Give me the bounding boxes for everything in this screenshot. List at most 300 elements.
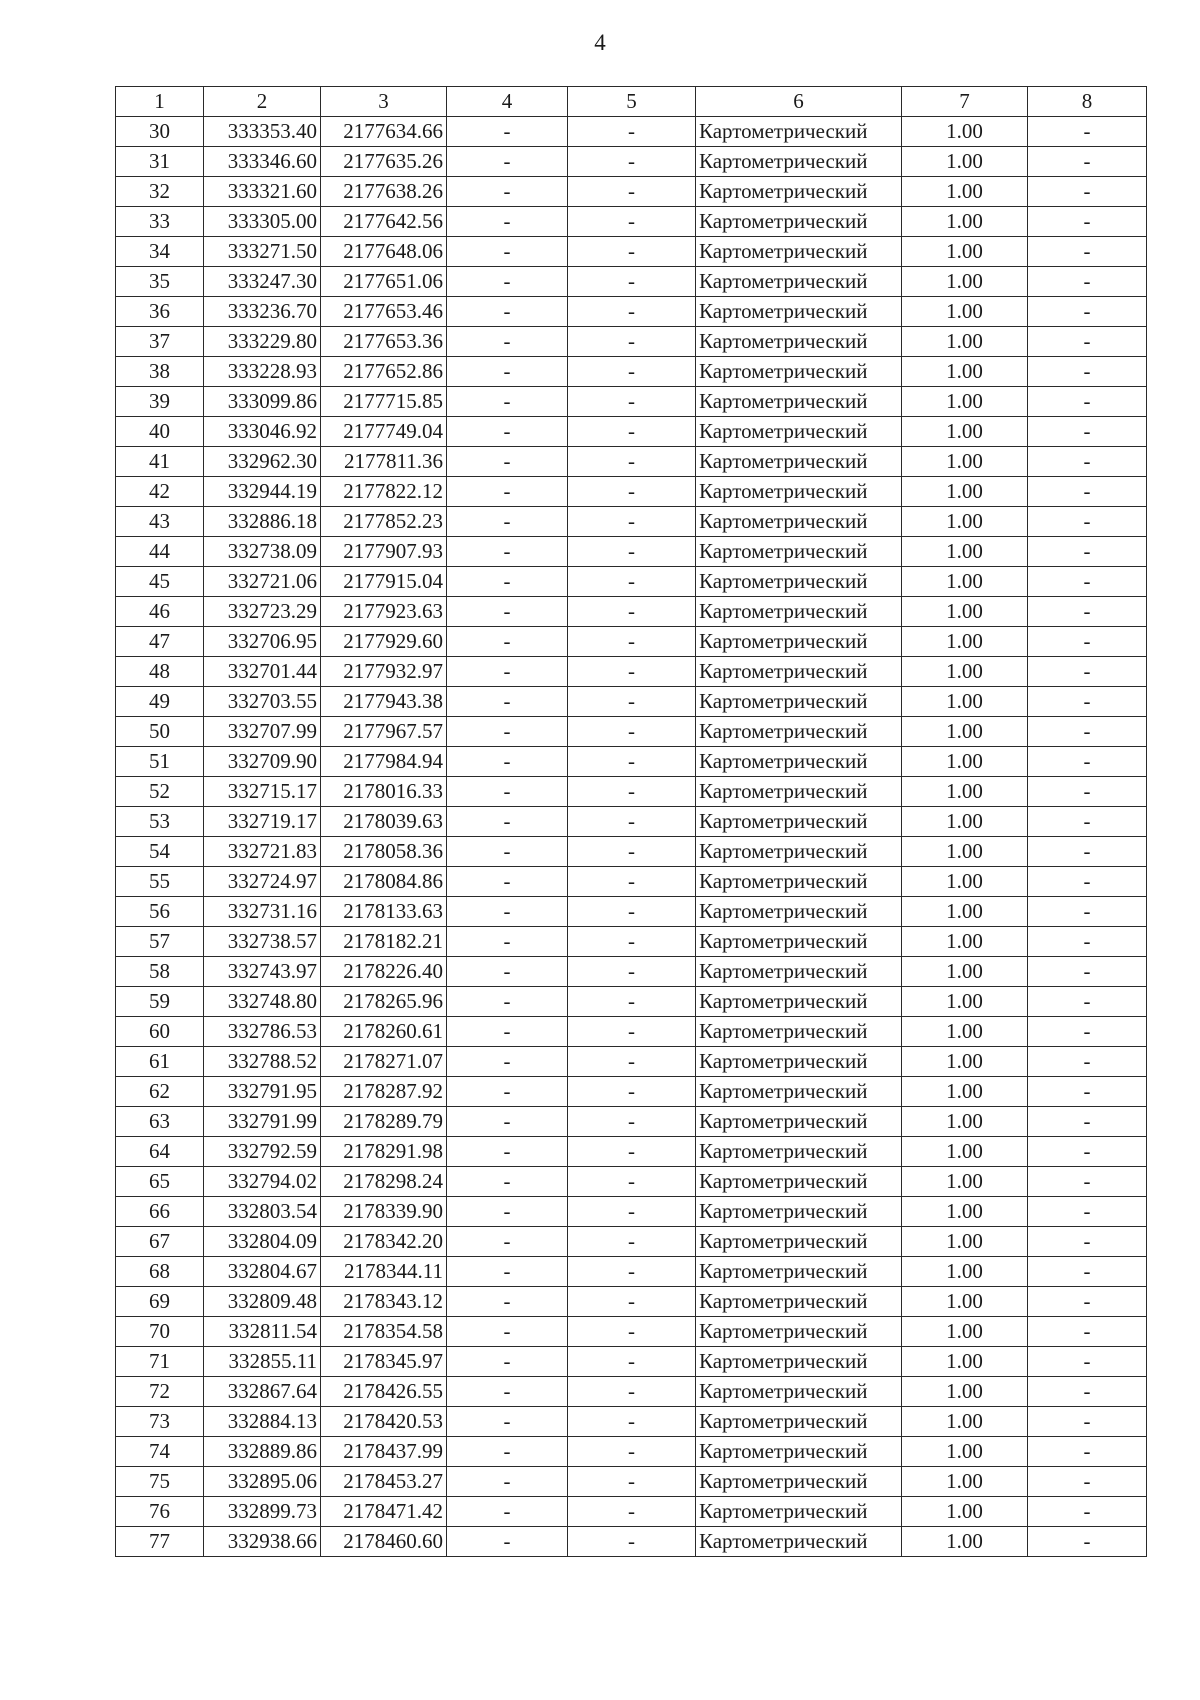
column-4-cell: - [447,597,568,627]
column-header: 5 [568,87,696,117]
column-5-cell: - [568,657,696,687]
column-8-cell: - [1028,597,1147,627]
x-coordinate-cell: 332715.17 [204,777,321,807]
x-coordinate-cell: 332701.44 [204,657,321,687]
column-4-cell: - [447,657,568,687]
y-coordinate-cell: 2177923.63 [321,597,447,627]
table-body [116,87,1147,1557]
point-number-cell: 77 [116,1527,204,1557]
table-row [116,717,1147,747]
point-number-cell: 72 [116,1377,204,1407]
y-coordinate-cell: 2178289.79 [321,1107,447,1137]
x-coordinate-cell: 332724.97 [204,867,321,897]
accuracy-cell: 1.00 [902,507,1028,537]
column-4-cell: - [447,627,568,657]
accuracy-cell: 1.00 [902,1377,1028,1407]
column-4-cell: - [447,1317,568,1347]
column-4-cell: - [447,717,568,747]
y-coordinate-cell: 2178420.53 [321,1407,447,1437]
table-row [116,1347,1147,1377]
point-number-cell: 36 [116,297,204,327]
x-coordinate-cell: 332721.83 [204,837,321,867]
column-8-cell: - [1028,987,1147,1017]
point-number-cell: 40 [116,417,204,447]
table-row [116,297,1147,327]
table-row [116,957,1147,987]
column-5-cell: - [568,357,696,387]
column-4-cell: - [447,1137,568,1167]
y-coordinate-cell: 2178437.99 [321,1437,447,1467]
point-number-cell: 57 [116,927,204,957]
point-number-cell: 44 [116,537,204,567]
y-coordinate-cell: 2177653.46 [321,297,447,327]
column-5-cell: - [568,1047,696,1077]
column-5-cell: - [568,717,696,747]
accuracy-cell: 1.00 [902,597,1028,627]
table-row [116,1227,1147,1257]
x-coordinate-cell: 332962.30 [204,447,321,477]
y-coordinate-cell: 2178344.11 [321,1257,447,1287]
y-coordinate-cell: 2178133.63 [321,897,447,927]
table-row [116,867,1147,897]
column-8-cell: - [1028,1197,1147,1227]
point-number-cell: 55 [116,867,204,897]
table-row [116,1497,1147,1527]
x-coordinate-cell: 332899.73 [204,1497,321,1527]
x-coordinate-cell: 332748.80 [204,987,321,1017]
method-cell: Картометрический [696,207,902,237]
column-5-cell: - [568,687,696,717]
y-coordinate-cell: 2177653.36 [321,327,447,357]
method-cell: Картометрический [696,1407,902,1437]
column-4-cell: - [447,177,568,207]
table-row [116,987,1147,1017]
x-coordinate-cell: 332707.99 [204,717,321,747]
y-coordinate-cell: 2178291.98 [321,1137,447,1167]
y-coordinate-cell: 2178084.86 [321,867,447,897]
x-coordinate-cell: 333271.50 [204,237,321,267]
x-coordinate-cell: 332731.16 [204,897,321,927]
column-4-cell: - [447,1197,568,1227]
point-number-cell: 34 [116,237,204,267]
column-5-cell: - [568,837,696,867]
table-row [116,1407,1147,1437]
accuracy-cell: 1.00 [902,417,1028,447]
table-row [116,567,1147,597]
accuracy-cell: 1.00 [902,1107,1028,1137]
column-8-cell: - [1028,627,1147,657]
column-5-cell: - [568,537,696,567]
accuracy-cell: 1.00 [902,1347,1028,1377]
point-number-cell: 64 [116,1137,204,1167]
column-8-cell: - [1028,717,1147,747]
column-5-cell: - [568,867,696,897]
column-4-cell: - [447,1227,568,1257]
column-5-cell: - [568,447,696,477]
x-coordinate-cell: 332938.66 [204,1527,321,1557]
x-coordinate-cell: 332791.95 [204,1077,321,1107]
accuracy-cell: 1.00 [902,447,1028,477]
method-cell: Картометрический [696,1467,902,1497]
x-coordinate-cell: 332703.55 [204,687,321,717]
column-header: 3 [321,87,447,117]
column-5-cell: - [568,1497,696,1527]
accuracy-cell: 1.00 [902,1497,1028,1527]
table-row [116,1047,1147,1077]
y-coordinate-cell: 2177635.26 [321,147,447,177]
accuracy-cell: 1.00 [902,1227,1028,1257]
accuracy-cell: 1.00 [902,777,1028,807]
column-8-cell: - [1028,1077,1147,1107]
accuracy-cell: 1.00 [902,357,1028,387]
column-5-cell: - [568,1257,696,1287]
column-8-cell: - [1028,567,1147,597]
y-coordinate-cell: 2178339.90 [321,1197,447,1227]
table-row [116,1437,1147,1467]
column-4-cell: - [447,1287,568,1317]
y-coordinate-cell: 2177915.04 [321,567,447,597]
accuracy-cell: 1.00 [902,537,1028,567]
table-row [116,1467,1147,1497]
column-4-cell: - [447,1167,568,1197]
column-5-cell: - [568,147,696,177]
column-4-cell: - [447,1527,568,1557]
column-8-cell: - [1028,327,1147,357]
x-coordinate-cell: 332884.13 [204,1407,321,1437]
column-8-cell: - [1028,777,1147,807]
column-4-cell: - [447,477,568,507]
x-coordinate-cell: 332867.64 [204,1377,321,1407]
accuracy-cell: 1.00 [902,567,1028,597]
point-number-cell: 66 [116,1197,204,1227]
y-coordinate-cell: 2178453.27 [321,1467,447,1497]
method-cell: Картометрический [696,1497,902,1527]
accuracy-cell: 1.00 [902,957,1028,987]
accuracy-cell: 1.00 [902,1467,1028,1497]
point-number-cell: 30 [116,117,204,147]
accuracy-cell: 1.00 [902,747,1028,777]
table-row [116,477,1147,507]
point-number-cell: 56 [116,897,204,927]
x-coordinate-cell: 332706.95 [204,627,321,657]
column-4-cell: - [447,957,568,987]
x-coordinate-cell: 332738.09 [204,537,321,567]
table-row [116,147,1147,177]
table-row [116,1137,1147,1167]
accuracy-cell: 1.00 [902,1047,1028,1077]
table-row [116,777,1147,807]
column-8-cell: - [1028,297,1147,327]
table-row [116,177,1147,207]
method-cell: Картометрический [696,627,902,657]
method-cell: Картометрический [696,447,902,477]
point-number-cell: 73 [116,1407,204,1437]
accuracy-cell: 1.00 [902,267,1028,297]
column-8-cell: - [1028,1137,1147,1167]
method-cell: Картометрический [696,1377,902,1407]
x-coordinate-cell: 332804.09 [204,1227,321,1257]
table-row [116,807,1147,837]
table-row [116,1197,1147,1227]
method-cell: Картометрический [696,1107,902,1137]
method-cell: Картометрический [696,297,902,327]
column-5-cell: - [568,297,696,327]
point-number-cell: 42 [116,477,204,507]
column-header: 2 [204,87,321,117]
method-cell: Картометрический [696,237,902,267]
method-cell: Картометрический [696,117,902,147]
y-coordinate-cell: 2178343.12 [321,1287,447,1317]
column-5-cell: - [568,387,696,417]
accuracy-cell: 1.00 [902,807,1028,837]
accuracy-cell: 1.00 [902,1077,1028,1107]
method-cell: Картометрический [696,567,902,597]
method-cell: Картометрический [696,477,902,507]
column-5-cell: - [568,477,696,507]
column-8-cell: - [1028,177,1147,207]
column-4-cell: - [447,1437,568,1467]
accuracy-cell: 1.00 [902,987,1028,1017]
method-cell: Картометрический [696,1017,902,1047]
y-coordinate-cell: 2178271.07 [321,1047,447,1077]
method-cell: Картометрический [696,687,902,717]
column-8-cell: - [1028,417,1147,447]
column-8-cell: - [1028,897,1147,927]
point-number-cell: 67 [116,1227,204,1257]
x-coordinate-cell: 333353.40 [204,117,321,147]
point-number-cell: 38 [116,357,204,387]
x-coordinate-cell: 332804.67 [204,1257,321,1287]
column-5-cell: - [568,957,696,987]
method-cell: Картометрический [696,267,902,297]
table-row [116,687,1147,717]
column-4-cell: - [447,387,568,417]
method-cell: Картометрический [696,507,902,537]
column-5-cell: - [568,1227,696,1257]
table-row [116,537,1147,567]
point-number-cell: 50 [116,717,204,747]
y-coordinate-cell: 2178265.96 [321,987,447,1017]
accuracy-cell: 1.00 [902,1167,1028,1197]
accuracy-cell: 1.00 [902,1527,1028,1557]
table-row [116,387,1147,417]
column-4-cell: - [447,987,568,1017]
accuracy-cell: 1.00 [902,207,1028,237]
column-4-cell: - [447,447,568,477]
column-5-cell: - [568,327,696,357]
point-number-cell: 53 [116,807,204,837]
coordinates-table [115,86,1147,1557]
x-coordinate-cell: 332886.18 [204,507,321,537]
table-row [116,117,1147,147]
y-coordinate-cell: 2177967.57 [321,717,447,747]
table-row [116,1167,1147,1197]
column-8-cell: - [1028,1017,1147,1047]
method-cell: Картометрический [696,1137,902,1167]
x-coordinate-cell: 333305.00 [204,207,321,237]
accuracy-cell: 1.00 [902,1197,1028,1227]
column-4-cell: - [447,1407,568,1437]
column-4-cell: - [447,867,568,897]
column-8-cell: - [1028,1497,1147,1527]
method-cell: Картометрический [696,717,902,747]
x-coordinate-cell: 333247.30 [204,267,321,297]
y-coordinate-cell: 2178058.36 [321,837,447,867]
column-header: 4 [447,87,568,117]
column-5-cell: - [568,1287,696,1317]
table-row [116,1107,1147,1137]
column-5-cell: - [568,1167,696,1197]
accuracy-cell: 1.00 [902,1287,1028,1317]
y-coordinate-cell: 2177642.56 [321,207,447,237]
y-coordinate-cell: 2177715.85 [321,387,447,417]
column-8-cell: - [1028,687,1147,717]
column-5-cell: - [568,207,696,237]
x-coordinate-cell: 332809.48 [204,1287,321,1317]
point-number-cell: 45 [116,567,204,597]
method-cell: Картометрический [696,537,902,567]
column-8-cell: - [1028,207,1147,237]
method-cell: Картометрический [696,1287,902,1317]
y-coordinate-cell: 2177749.04 [321,417,447,447]
column-8-cell: - [1028,867,1147,897]
point-number-cell: 65 [116,1167,204,1197]
method-cell: Картометрический [696,987,902,1017]
method-cell: Картометрический [696,1077,902,1107]
column-4-cell: - [447,777,568,807]
accuracy-cell: 1.00 [902,717,1028,747]
column-4-cell: - [447,747,568,777]
y-coordinate-cell: 2177652.86 [321,357,447,387]
table-row [116,627,1147,657]
y-coordinate-cell: 2177929.60 [321,627,447,657]
table-row [116,1527,1147,1557]
y-coordinate-cell: 2177634.66 [321,117,447,147]
method-cell: Картометрический [696,1227,902,1257]
accuracy-cell: 1.00 [902,387,1028,417]
table-row [116,267,1147,297]
table-row [116,1287,1147,1317]
column-4-cell: - [447,147,568,177]
column-4-cell: - [447,237,568,267]
accuracy-cell: 1.00 [902,1407,1028,1437]
column-4-cell: - [447,1467,568,1497]
column-4-cell: - [447,1497,568,1527]
column-4-cell: - [447,117,568,147]
x-coordinate-cell: 332855.11 [204,1347,321,1377]
point-number-cell: 54 [116,837,204,867]
method-cell: Картометрический [696,357,902,387]
column-5-cell: - [568,177,696,207]
accuracy-cell: 1.00 [902,237,1028,267]
y-coordinate-cell: 2177651.06 [321,267,447,297]
column-4-cell: - [447,417,568,447]
x-coordinate-cell: 333229.80 [204,327,321,357]
y-coordinate-cell: 2178342.20 [321,1227,447,1257]
point-number-cell: 68 [116,1257,204,1287]
column-5-cell: - [568,1017,696,1047]
column-4-cell: - [447,1377,568,1407]
column-header: 1 [116,87,204,117]
column-5-cell: - [568,1317,696,1347]
x-coordinate-cell: 332889.86 [204,1437,321,1467]
method-cell: Картометрический [696,807,902,837]
y-coordinate-cell: 2178182.21 [321,927,447,957]
y-coordinate-cell: 2178226.40 [321,957,447,987]
x-coordinate-cell: 332794.02 [204,1167,321,1197]
accuracy-cell: 1.00 [902,297,1028,327]
point-number-cell: 62 [116,1077,204,1107]
column-8-cell: - [1028,837,1147,867]
table-row [116,1257,1147,1287]
table-row [116,747,1147,777]
x-coordinate-cell: 332811.54 [204,1317,321,1347]
method-cell: Картометрический [696,597,902,627]
table-row [116,207,1147,237]
y-coordinate-cell: 2177932.97 [321,657,447,687]
column-8-cell: - [1028,507,1147,537]
accuracy-cell: 1.00 [902,657,1028,687]
table-row [116,357,1147,387]
accuracy-cell: 1.00 [902,117,1028,147]
column-5-cell: - [568,987,696,1017]
column-5-cell: - [568,267,696,297]
column-5-cell: - [568,507,696,537]
y-coordinate-cell: 2177648.06 [321,237,447,267]
column-5-cell: - [568,807,696,837]
column-8-cell: - [1028,1287,1147,1317]
column-8-cell: - [1028,747,1147,777]
header-row [116,87,1147,117]
column-4-cell: - [447,537,568,567]
x-coordinate-cell: 333099.86 [204,387,321,417]
point-number-cell: 39 [116,387,204,417]
column-5-cell: - [568,117,696,147]
column-5-cell: - [568,897,696,927]
column-5-cell: - [568,1407,696,1437]
point-number-cell: 51 [116,747,204,777]
x-coordinate-cell: 332743.97 [204,957,321,987]
column-8-cell: - [1028,657,1147,687]
column-5-cell: - [568,1437,696,1467]
y-coordinate-cell: 2178016.33 [321,777,447,807]
method-cell: Картометрический [696,1257,902,1287]
column-8-cell: - [1028,1467,1147,1497]
accuracy-cell: 1.00 [902,1017,1028,1047]
method-cell: Картометрический [696,387,902,417]
column-8-cell: - [1028,1437,1147,1467]
column-5-cell: - [568,1377,696,1407]
column-4-cell: - [447,1017,568,1047]
accuracy-cell: 1.00 [902,867,1028,897]
column-4-cell: - [447,1077,568,1107]
column-4-cell: - [447,507,568,537]
x-coordinate-cell: 332719.17 [204,807,321,837]
accuracy-cell: 1.00 [902,627,1028,657]
table-row [116,507,1147,537]
column-8-cell: - [1028,147,1147,177]
point-number-cell: 49 [116,687,204,717]
x-coordinate-cell: 332788.52 [204,1047,321,1077]
x-coordinate-cell: 333046.92 [204,417,321,447]
accuracy-cell: 1.00 [902,1437,1028,1467]
point-number-cell: 71 [116,1347,204,1377]
column-4-cell: - [447,837,568,867]
column-4-cell: - [447,1107,568,1137]
point-number-cell: 46 [116,597,204,627]
point-number-cell: 33 [116,207,204,237]
column-8-cell: - [1028,447,1147,477]
